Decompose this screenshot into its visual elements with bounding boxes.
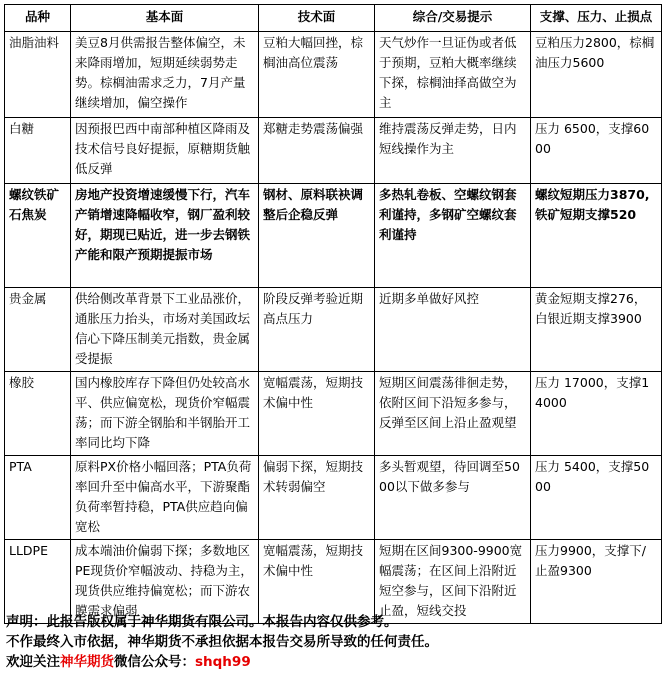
summary-cell: 短期区间震荡徘徊走势，依附区间下沿短多参与，反弹至区间上沿止盈观望: [375, 372, 531, 456]
wechat-prefix: 欢迎关注: [6, 654, 60, 670]
disclaimer-footer: [6, 612, 438, 672]
table-row: [5, 372, 662, 456]
summary-cell: 多头暂观望，待回调至5000以下做多参与: [375, 456, 531, 540]
fundamental-cell: 成本端油价偏弱下探；多数地区PE现货价窄幅波动、持稳为主，现货供应维持偏宽松；而下游农膜需求偏弱: [71, 540, 259, 624]
fundamental-cell: 原料PX价格小幅回落；PTA负荷率回升至中偏高水平，下游聚酯负荷率暂持稳，PTA供应趋向偏宽松: [71, 456, 259, 540]
header-technical: 技术面: [259, 5, 375, 32]
summary-cell: 天气炒作一旦证伪或者低于预期，豆粕大概率继续下探，棕榈油择高做空为主: [375, 32, 531, 118]
disclaimer-line: 不作最终入市依据，神华期货不承担依据本报告交易所导致的任何责任。: [6, 634, 438, 650]
summary-cell: 近期多单做好风控: [375, 288, 531, 372]
levels-cell: 黄金短期支撑276，白银近期支撑3900: [531, 288, 662, 372]
fundamental-cell: 因预报巴西中南部种植区降雨及技术信号良好提振，原糖期货触低反弹: [71, 118, 259, 184]
levels-cell: 压力 17000，支撑14000: [531, 372, 662, 456]
technical-cell: 偏弱下探，短期技术转弱偏空: [259, 456, 375, 540]
futures-report-table: [4, 4, 662, 624]
header-levels: 支撑、压力、止损点: [531, 5, 662, 32]
summary-cell: 短期在区间9300-9900宽幅震荡；在区间上沿附近短空参与，区间下沿附近止盈，短线交投: [375, 540, 531, 624]
fundamental-cell: 国内橡胶库存下降但仍处较高水平、供应偏宽松，现货价窄幅震荡；而下游全钢胎和半钢胎开工率同比均下降: [71, 372, 259, 456]
summary-cell: 多热轧卷板、空螺纹钢套利谨持，多钢矿空螺纹套利谨持: [375, 184, 531, 288]
header-fundamental: 基本面: [71, 5, 259, 32]
table-row: [5, 32, 662, 118]
header-summary: 综合/交易提示: [375, 5, 531, 32]
variety-cell: 螺纹铁矿石焦炭: [5, 184, 71, 288]
table-header-row: [5, 5, 662, 32]
variety-cell: LLDPE: [5, 540, 71, 624]
variety-cell: 白糖: [5, 118, 71, 184]
technical-cell: 阶段反弹考验近期高点压力: [259, 288, 375, 372]
table-row: [5, 184, 662, 288]
fundamental-cell: 供给侧改革背景下工业品涨价，通胀压力抬头，市场对美国政坛信心下降压制美元指数，贵金属受提振: [71, 288, 259, 372]
wechat-account: shqh99: [195, 654, 251, 670]
fundamental-cell: 美豆8月供需报告整体偏空，未来降雨增加，短期延续弱势走势。棕榈油需求乏力，7月产量继续增加，偏空操作: [71, 32, 259, 118]
brand-name: 神华期货: [60, 654, 114, 670]
levels-cell: 螺纹短期压力3870,铁矿短期支撑520: [531, 184, 662, 288]
levels-cell: 压力 6500，支撑6000: [531, 118, 662, 184]
table-row: [5, 118, 662, 184]
table-row: [5, 288, 662, 372]
disclaimer-line: 声明：此报告版权属于神华期货有限公司。本报告内容仅供参考。: [6, 614, 398, 630]
levels-cell: 压力 5400，支撑5000: [531, 456, 662, 540]
technical-cell: 宽幅震荡，短期技术偏中性: [259, 540, 375, 624]
wechat-label: 微信公众号：: [114, 654, 195, 670]
variety-cell: 橡胶: [5, 372, 71, 456]
technical-cell: 宽幅震荡，短期技术偏中性: [259, 372, 375, 456]
wechat-line: [6, 652, 438, 672]
technical-cell: 钢材、原料联袂调整后企稳反弹: [259, 184, 375, 288]
table-row: [5, 456, 662, 540]
variety-cell: 油脂油料: [5, 32, 71, 118]
levels-cell: 压力9900，支撑下/止盈9300: [531, 540, 662, 624]
variety-cell: PTA: [5, 456, 71, 540]
variety-cell: 贵金属: [5, 288, 71, 372]
technical-cell: 郑糖走势震荡偏强: [259, 118, 375, 184]
levels-cell: 豆粕压力2800，棕榈油压力5600: [531, 32, 662, 118]
table-row: [5, 540, 662, 624]
technical-cell: 豆粕大幅回挫，棕榈油高位震荡: [259, 32, 375, 118]
header-variety: 品种: [5, 5, 71, 32]
fundamental-cell: 房地产投资增速缓慢下行，汽车产销增速降幅收窄，钢厂盈利较好，期现已贴近，进一步去钢铁产能和限产预期提振市场: [71, 184, 259, 288]
summary-cell: 维持震荡反弹走势，日内短线操作为主: [375, 118, 531, 184]
